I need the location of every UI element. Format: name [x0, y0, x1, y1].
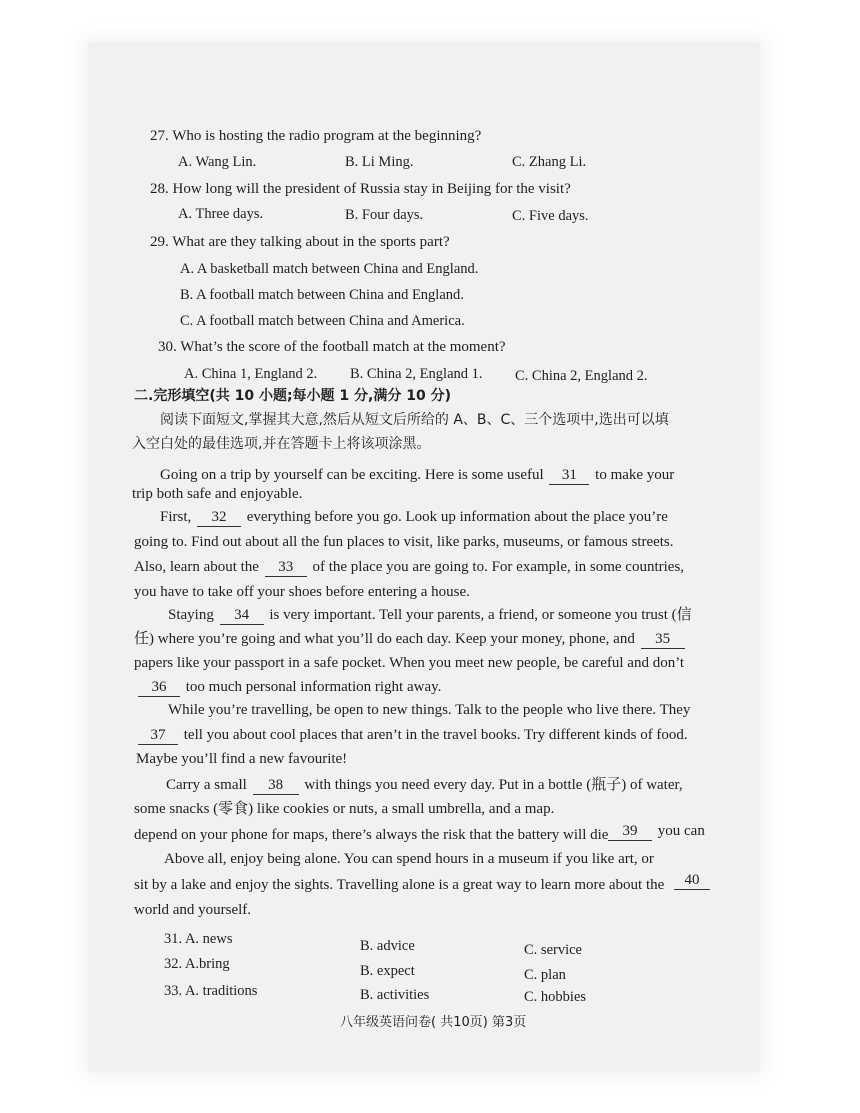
- passage-line: 36 too much personal information right away.: [136, 678, 441, 697]
- option-c: C. Five days.: [512, 208, 589, 224]
- option-a: A. Three days.: [178, 206, 264, 222]
- blank-39: 39: [608, 822, 652, 841]
- option-b: B. A football match between China and England.: [180, 287, 464, 303]
- passage-line: 39 you can: [606, 822, 705, 841]
- option-c: C. hobbies: [524, 989, 587, 1005]
- passage-line: 37 tell you about cool places that aren’t in the travel books. Try different kinds of food.: [136, 726, 688, 745]
- instructions-line: 入空白处的最佳选项,并在答题卡上将该项涂黑。: [132, 436, 431, 452]
- passage-line: sit by a lake and enjoy the sights. Travelling alone is a great way to learn more about the: [134, 877, 665, 893]
- passage-line: depend on your phone for maps, there’s always the risk that the battery will die: [134, 827, 609, 843]
- question-30: [158, 338, 506, 356]
- passage-line: 任) where you’re going and what you’ll do each day. Keep your money, phone, and 35: [134, 630, 687, 649]
- passage-line: Maybe you’ll find a new favourite!: [136, 751, 348, 767]
- option-b: B. China 2, England 1.: [350, 366, 483, 382]
- question-number: 29.: [150, 234, 169, 250]
- question-number: 28.: [150, 181, 169, 197]
- option-a: A. China 1, England 2.: [184, 366, 318, 382]
- blank-37: 37: [138, 726, 178, 745]
- passage-line: you have to take off your shoes before entering a house.: [134, 584, 470, 600]
- passage-line: Also, learn about the 33 of the place you are going to. For example, in some countries,: [134, 559, 685, 575]
- passage-line: First, 32 everything before you go. Look up information about the place you’re: [160, 509, 668, 525]
- blank-35: 35: [641, 630, 685, 649]
- option-b: B. expect: [360, 963, 415, 979]
- passage-line: [672, 871, 712, 890]
- passage-line: some snacks (零食) like cookies or nuts, a small umbrella, and a map.: [134, 801, 555, 817]
- option-b: B. Four days.: [345, 207, 424, 223]
- answer-31: 31. A. news: [164, 931, 233, 947]
- question-number: 30.: [158, 339, 177, 355]
- passage-line: Going on a trip by yourself can be exciting. Here is some useful 31 to make your: [160, 467, 675, 483]
- question-text: How long will the president of Russia stay in Beijing for the visit?: [172, 181, 571, 197]
- answer-32: 32. A.bring: [164, 956, 230, 972]
- passage-line: going to. Find out about all the fun places to visit, like parks, museums, or famous streets.: [134, 534, 674, 550]
- option-b: B. advice: [360, 938, 415, 954]
- question-28: [150, 180, 571, 198]
- passage-line: papers like your passport in a safe pocket. When you meet new people, be careful and don’t: [134, 655, 685, 671]
- blank-40: 40: [674, 871, 710, 890]
- question-27: [150, 127, 481, 145]
- question-text: What are they talking about in the sports part?: [172, 234, 450, 250]
- passage-line: Above all, enjoy being alone. You can spend hours in a museum if you like art, or: [164, 851, 654, 867]
- question-text: Who is hosting the radio program at the beginning?: [172, 128, 482, 144]
- instructions-line: 阅读下面短文,掌握其大意,然后从短文后所给的 A、B、C、三个选项中,选出可以填: [160, 412, 669, 428]
- option-a: A. A basketball match between China and England.: [180, 261, 479, 277]
- option-c: C. A football match between China and America.: [180, 313, 465, 329]
- blank-33: 33: [265, 558, 307, 577]
- option-c: C. China 2, England 2.: [515, 368, 648, 384]
- passage-line: world and yourself.: [134, 902, 252, 918]
- blank-34: 34: [220, 606, 264, 625]
- passage-line: trip both safe and enjoyable.: [132, 486, 303, 502]
- option-b: B. activities: [360, 987, 430, 1003]
- blank-32: 32: [197, 508, 241, 527]
- passage-line: Staying 34 is very important. Tell your parents, a friend, or someone you trust (信: [168, 607, 692, 623]
- option-c: C. Zhang Li.: [512, 154, 587, 170]
- passage-line: Carry a small 38 with things you need every day. Put in a bottle (瓶子) of water,: [166, 777, 683, 793]
- option-c: C. service: [524, 942, 582, 958]
- option-c: C. plan: [524, 967, 566, 983]
- question-text: What’s the score of the football match at the moment?: [180, 339, 506, 355]
- blank-38: 38: [253, 776, 299, 795]
- question-number: 27.: [150, 128, 169, 144]
- option-a: A. Wang Lin.: [178, 154, 257, 170]
- section-title: 二.完形填空(共 10 小题;每小题 1 分,满分 10 分): [134, 388, 451, 404]
- page-footer: 八年级英语问卷( 共10页) 第3页: [340, 1015, 527, 1030]
- blank-36: 36: [138, 678, 180, 697]
- question-29: [150, 233, 450, 251]
- option-b: B. Li Ming.: [345, 154, 414, 170]
- blank-31: 31: [549, 466, 589, 485]
- passage-line: While you’re travelling, be open to new things. Talk to the people who live there. They: [168, 702, 691, 718]
- answer-33: 33. A. traditions: [164, 983, 258, 999]
